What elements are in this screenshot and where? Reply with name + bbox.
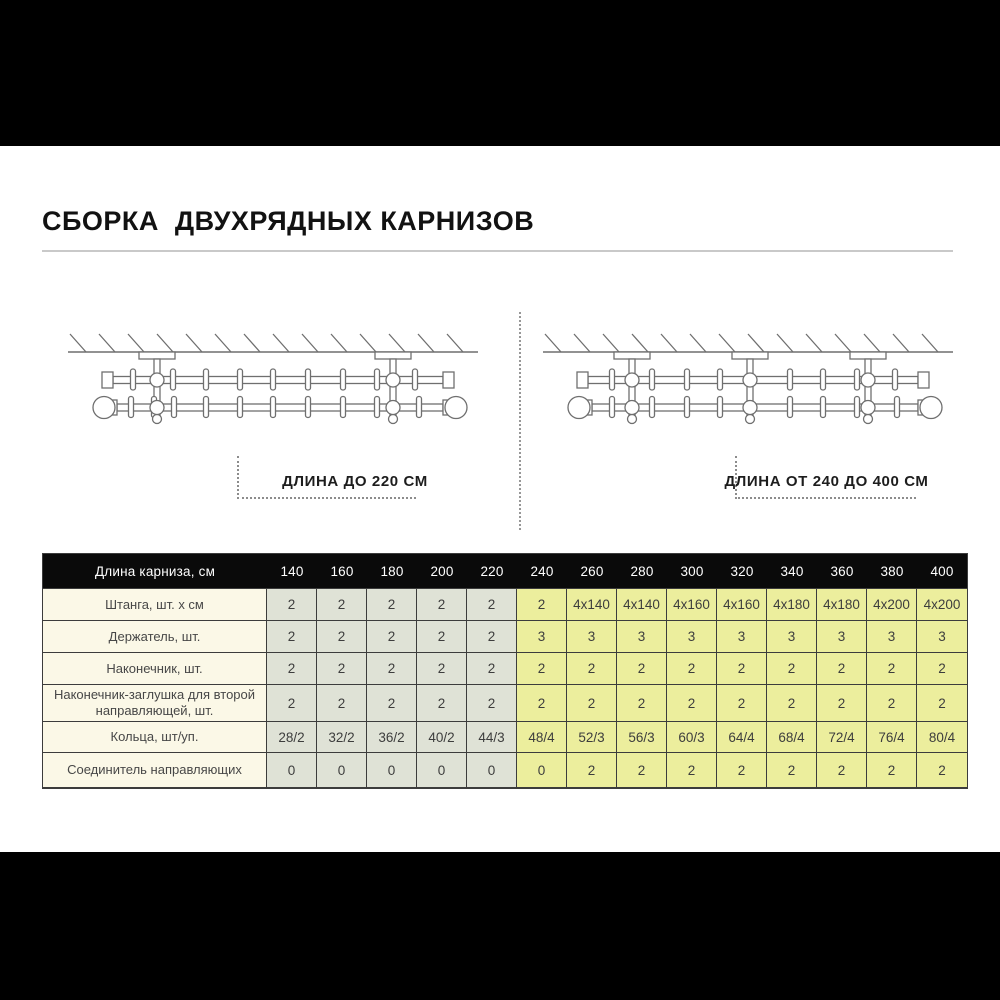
cell: 32/2 [317,722,367,752]
col-header: 320 [730,563,754,579]
cell: 40/2 [417,722,467,752]
col-header: 220 [480,563,504,579]
col-header: 380 [880,563,904,579]
cell: 2 [367,621,417,652]
cell: 72/4 [817,722,867,752]
cell: 2 [567,653,617,684]
cell: 2 [717,753,767,787]
col-header: 280 [630,563,654,579]
cell: 2 [417,621,467,652]
cell: 2 [617,753,667,787]
row-label: Штанга, шт. х см [43,589,267,620]
col-header: 200 [430,563,454,579]
cell: 2 [317,621,367,652]
cell: 0 [267,753,317,787]
row-label: Наконечник, шт. [43,653,267,684]
cell: 2 [867,685,917,721]
cornice-drawing-long-svg [535,322,955,440]
col-header: 180 [380,563,404,579]
table-row-soedinitel [43,752,967,787]
cell: 2 [367,589,417,620]
row-label: Наконечник-заглушка для второй направляющей, шт. [43,685,267,721]
cell: 48/4 [517,722,567,752]
col-header: 360 [830,563,854,579]
cell: 2 [267,653,317,684]
table-row-derzhatel [43,620,967,652]
col-header: 160 [330,563,354,579]
cell: 4x180 [767,589,817,620]
cell: 44/3 [467,722,517,752]
table-row-koltsa [43,721,967,752]
diagram-divider-dotted-line [519,312,521,530]
cell: 2 [467,621,517,652]
top-black-bar [0,0,1000,146]
cell: 2 [317,685,367,721]
cell: 2 [667,653,717,684]
cell: 3 [667,621,717,652]
col-header: 240 [530,563,554,579]
cell: 0 [517,753,567,787]
cell: 3 [717,621,767,652]
length-label-short [237,456,428,499]
cell: 4x140 [617,589,667,620]
cell: 2 [867,653,917,684]
cell: 2 [667,753,717,787]
cell: 0 [417,753,467,787]
col-header: 140 [280,563,304,579]
cell: 2 [467,685,517,721]
cell: 2 [517,589,567,620]
cell: 2 [767,685,817,721]
cell: 2 [617,685,667,721]
cell: 56/3 [617,722,667,752]
cell: 2 [917,685,967,721]
cell: 4x140 [567,589,617,620]
cell: 68/4 [767,722,817,752]
col-header: 340 [780,563,804,579]
cell: 2 [367,685,417,721]
cell: 3 [567,621,617,652]
cell: 2 [317,653,367,684]
cell: 2 [317,589,367,620]
cell: 2 [417,589,467,620]
cell: 2 [267,589,317,620]
cell: 2 [367,653,417,684]
cell: 2 [917,653,967,684]
title-divider [42,250,953,252]
col-header: 300 [680,563,704,579]
cell: 4x180 [817,589,867,620]
cell: 4x200 [917,589,967,620]
cell: 2 [617,653,667,684]
cell: 80/4 [917,722,967,752]
cell: 2 [417,685,467,721]
cell: 3 [767,621,817,652]
cell: 2 [267,621,317,652]
length-label-short-text: ДЛИНА ДО 220 СМ [282,473,428,490]
bottom-black-bar [0,852,1000,1000]
cell: 2 [267,685,317,721]
cell: 2 [517,685,567,721]
cell: 3 [867,621,917,652]
cell: 2 [467,589,517,620]
row-label: Соединитель направляющих [43,753,267,787]
cell: 2 [517,653,567,684]
cell: 2 [817,753,867,787]
length-label-long-text: ДЛИНА ОТ 240 ДО 400 СМ [724,473,929,490]
cell: 64/4 [717,722,767,752]
cell: 2 [817,685,867,721]
cell: 2 [567,685,617,721]
cell: 2 [667,685,717,721]
cell: 4x200 [867,589,917,620]
cornice-drawing-short [60,322,480,440]
cell: 2 [417,653,467,684]
cell: 2 [717,685,767,721]
cell: 2 [467,653,517,684]
table-row-zaglushka [43,684,967,721]
cell: 36/2 [367,722,417,752]
col-header: 400 [930,563,954,579]
cell: 0 [467,753,517,787]
cell: 4x160 [667,589,717,620]
cell: 2 [767,753,817,787]
cell: 2 [917,753,967,787]
cell: 3 [817,621,867,652]
cell: 2 [567,753,617,787]
row-label: Кольца, шт/уп. [43,722,267,752]
cell: 4x160 [717,589,767,620]
cell: 2 [717,653,767,684]
col-header: 260 [580,563,604,579]
cell: 3 [517,621,567,652]
cell: 76/4 [867,722,917,752]
cell: 52/3 [567,722,617,752]
table-header-row [43,554,967,588]
cornice-drawing-long [535,322,955,440]
table-row-shtanga [43,588,967,620]
table-row-nakonechnik [43,652,967,684]
cell: 2 [867,753,917,787]
spec-table [42,553,968,789]
row-label: Держатель, шт. [43,621,267,652]
cell: 0 [367,753,417,787]
cell: 2 [817,653,867,684]
length-label-long [724,456,929,499]
cell: 0 [317,753,367,787]
cell: 28/2 [267,722,317,752]
cell: 3 [917,621,967,652]
cell: 3 [617,621,667,652]
cell: 2 [767,653,817,684]
page-title: СБОРКА ДВУХРЯДНЫХ КАРНИЗОВ [42,206,535,236]
cornice-drawing-short-svg [60,322,480,440]
table-header-label: Длина карниза, см [94,563,216,579]
cell: 60/3 [667,722,717,752]
